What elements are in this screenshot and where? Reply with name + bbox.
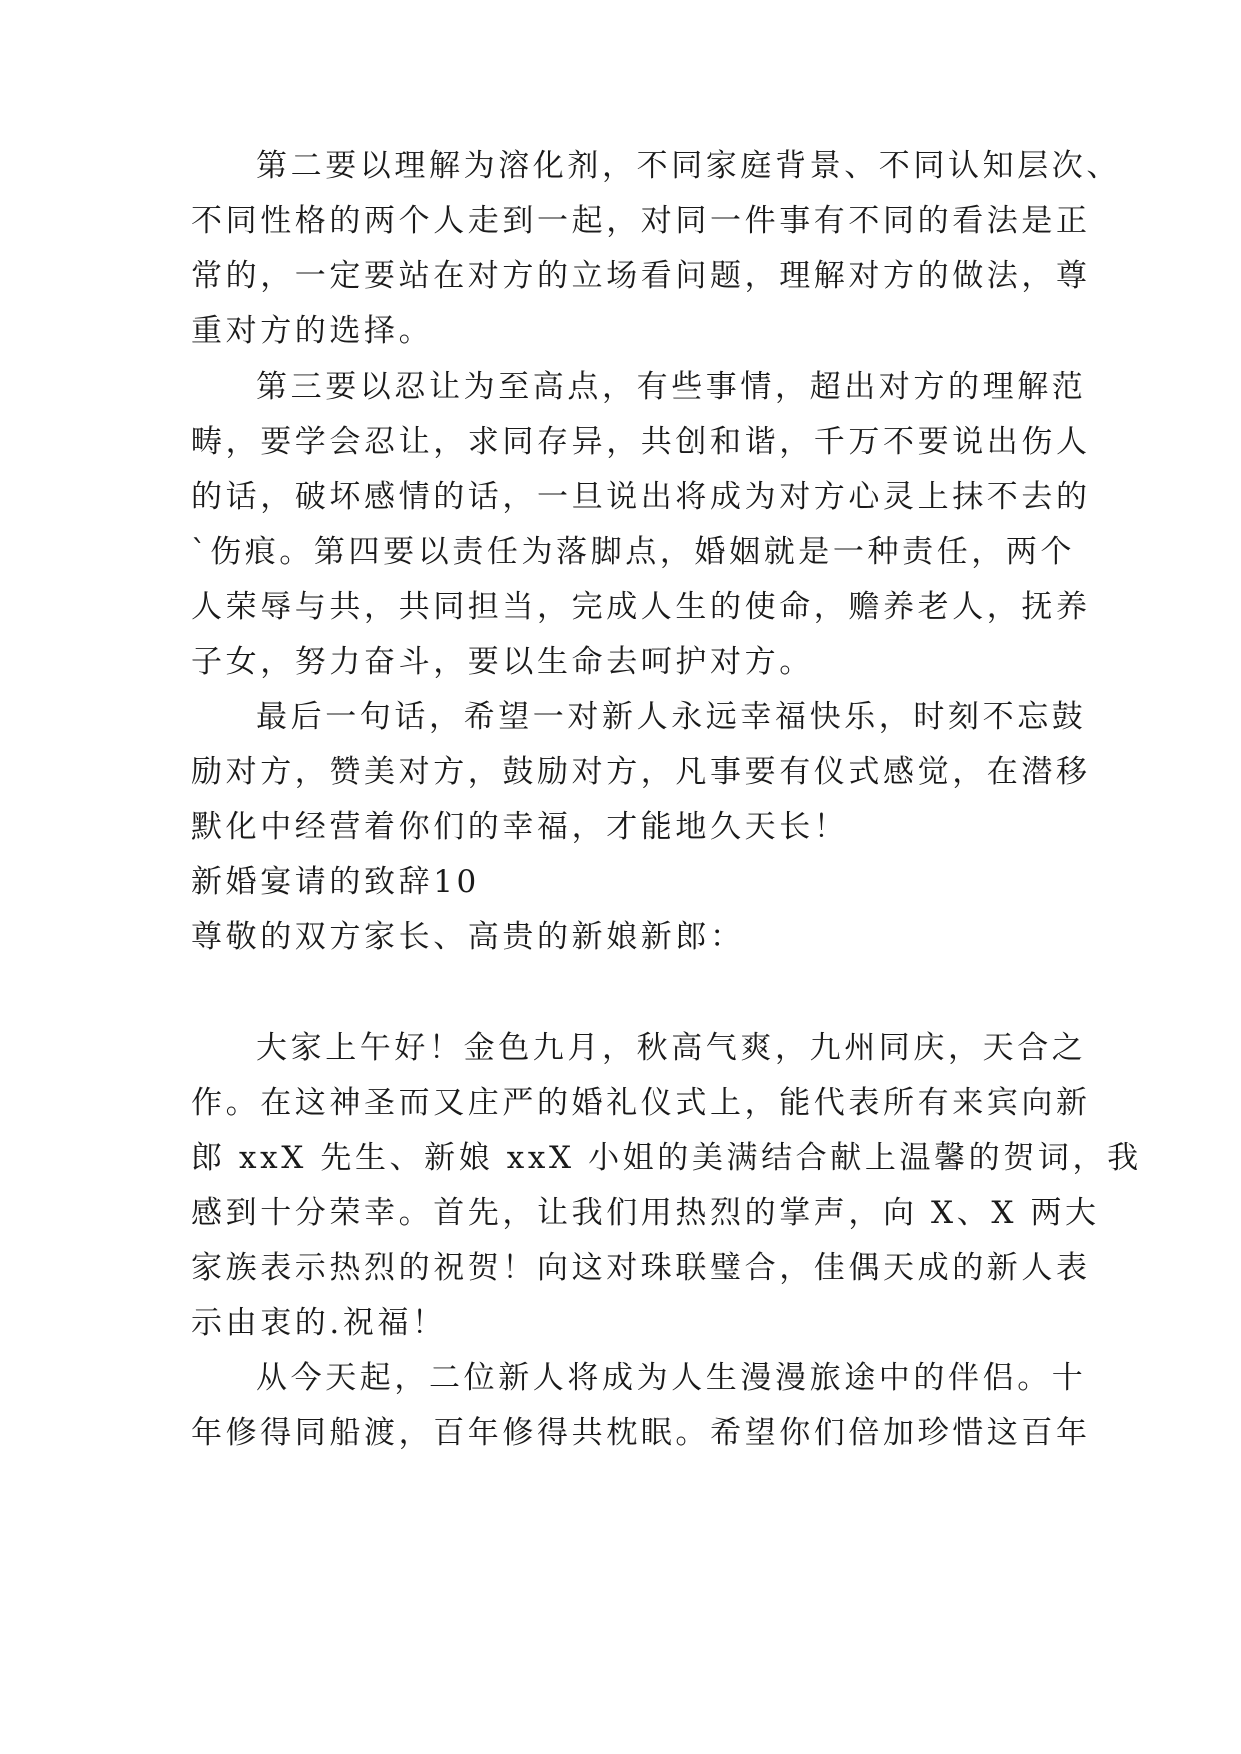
text-line: 默化中经营着你们的幸福，才能地久天长！ — [191, 809, 849, 845]
text-line: 人荣辱与共，共同担当，完成人生的使命，赡养老人，抚养 — [191, 589, 1091, 625]
text-line: `伤痕。第四要以责任为落脚点，婚姻就是一种责任，两个 — [191, 534, 1076, 570]
text-line: 子女，努力奋斗，要以生命去呵护对方。 — [191, 644, 814, 680]
text-line: 大家上午好！金色九月，秋高气爽，九州同庆，天合之 — [256, 1030, 1087, 1066]
text-line: 第二要以理解为溶化剂，不同家庭背景、不同认知层次、 — [256, 148, 1121, 184]
text-line: 重对方的选择。 — [191, 313, 434, 349]
text-line: 年修得同船渡，百年修得共枕眠。希望你们倍加珍惜这百年 — [191, 1415, 1091, 1451]
text-line: 家族表示热烈的祝贺！向这对珠联璧合，佳偶天成的新人表 — [191, 1250, 1091, 1286]
text-line: 作。在这神圣而又庄严的婚礼仪式上，能代表所有来宾向新 — [191, 1085, 1091, 1121]
text-line: 畴，要学会忍让，求同存异，共创和谐，千万不要说出伤人 — [191, 424, 1091, 460]
salutation: 尊敬的双方家长、高贵的新娘新郎： — [191, 919, 745, 955]
text-line: 第三要以忍让为至高点，有些事情，超出对方的理解范 — [256, 369, 1087, 405]
text-line: 励对方，赞美对方，鼓励对方，凡事要有仪式感觉，在潜移 — [191, 754, 1091, 790]
text-line: 感到十分荣幸。首先，让我们用热烈的掌声，向 X、X 两大 — [191, 1195, 1100, 1231]
text-line: 示由衷的.祝福！ — [191, 1305, 447, 1341]
section-heading: 新婚宴请的致辞10 — [191, 864, 480, 900]
text-line: 最后一句话，希望一对新人永远幸福快乐，时刻不忘鼓 — [256, 699, 1087, 735]
text-line: 不同性格的两个人走到一起，对同一件事有不同的看法是正 — [191, 203, 1091, 239]
text-line: 常的，一定要站在对方的立场看问题，理解对方的做法，尊 — [191, 258, 1091, 294]
text-line: 郎 xxX 先生、新娘 xxX 小姐的美满结合献上温馨的贺词，我 — [191, 1140, 1142, 1176]
text-line: 的话，破坏感情的话，一旦说出将成为对方心灵上抹不去的 — [191, 479, 1091, 515]
text-line: 从今天起，二位新人将成为人生漫漫旅途中的伴侣。十 — [256, 1360, 1087, 1396]
